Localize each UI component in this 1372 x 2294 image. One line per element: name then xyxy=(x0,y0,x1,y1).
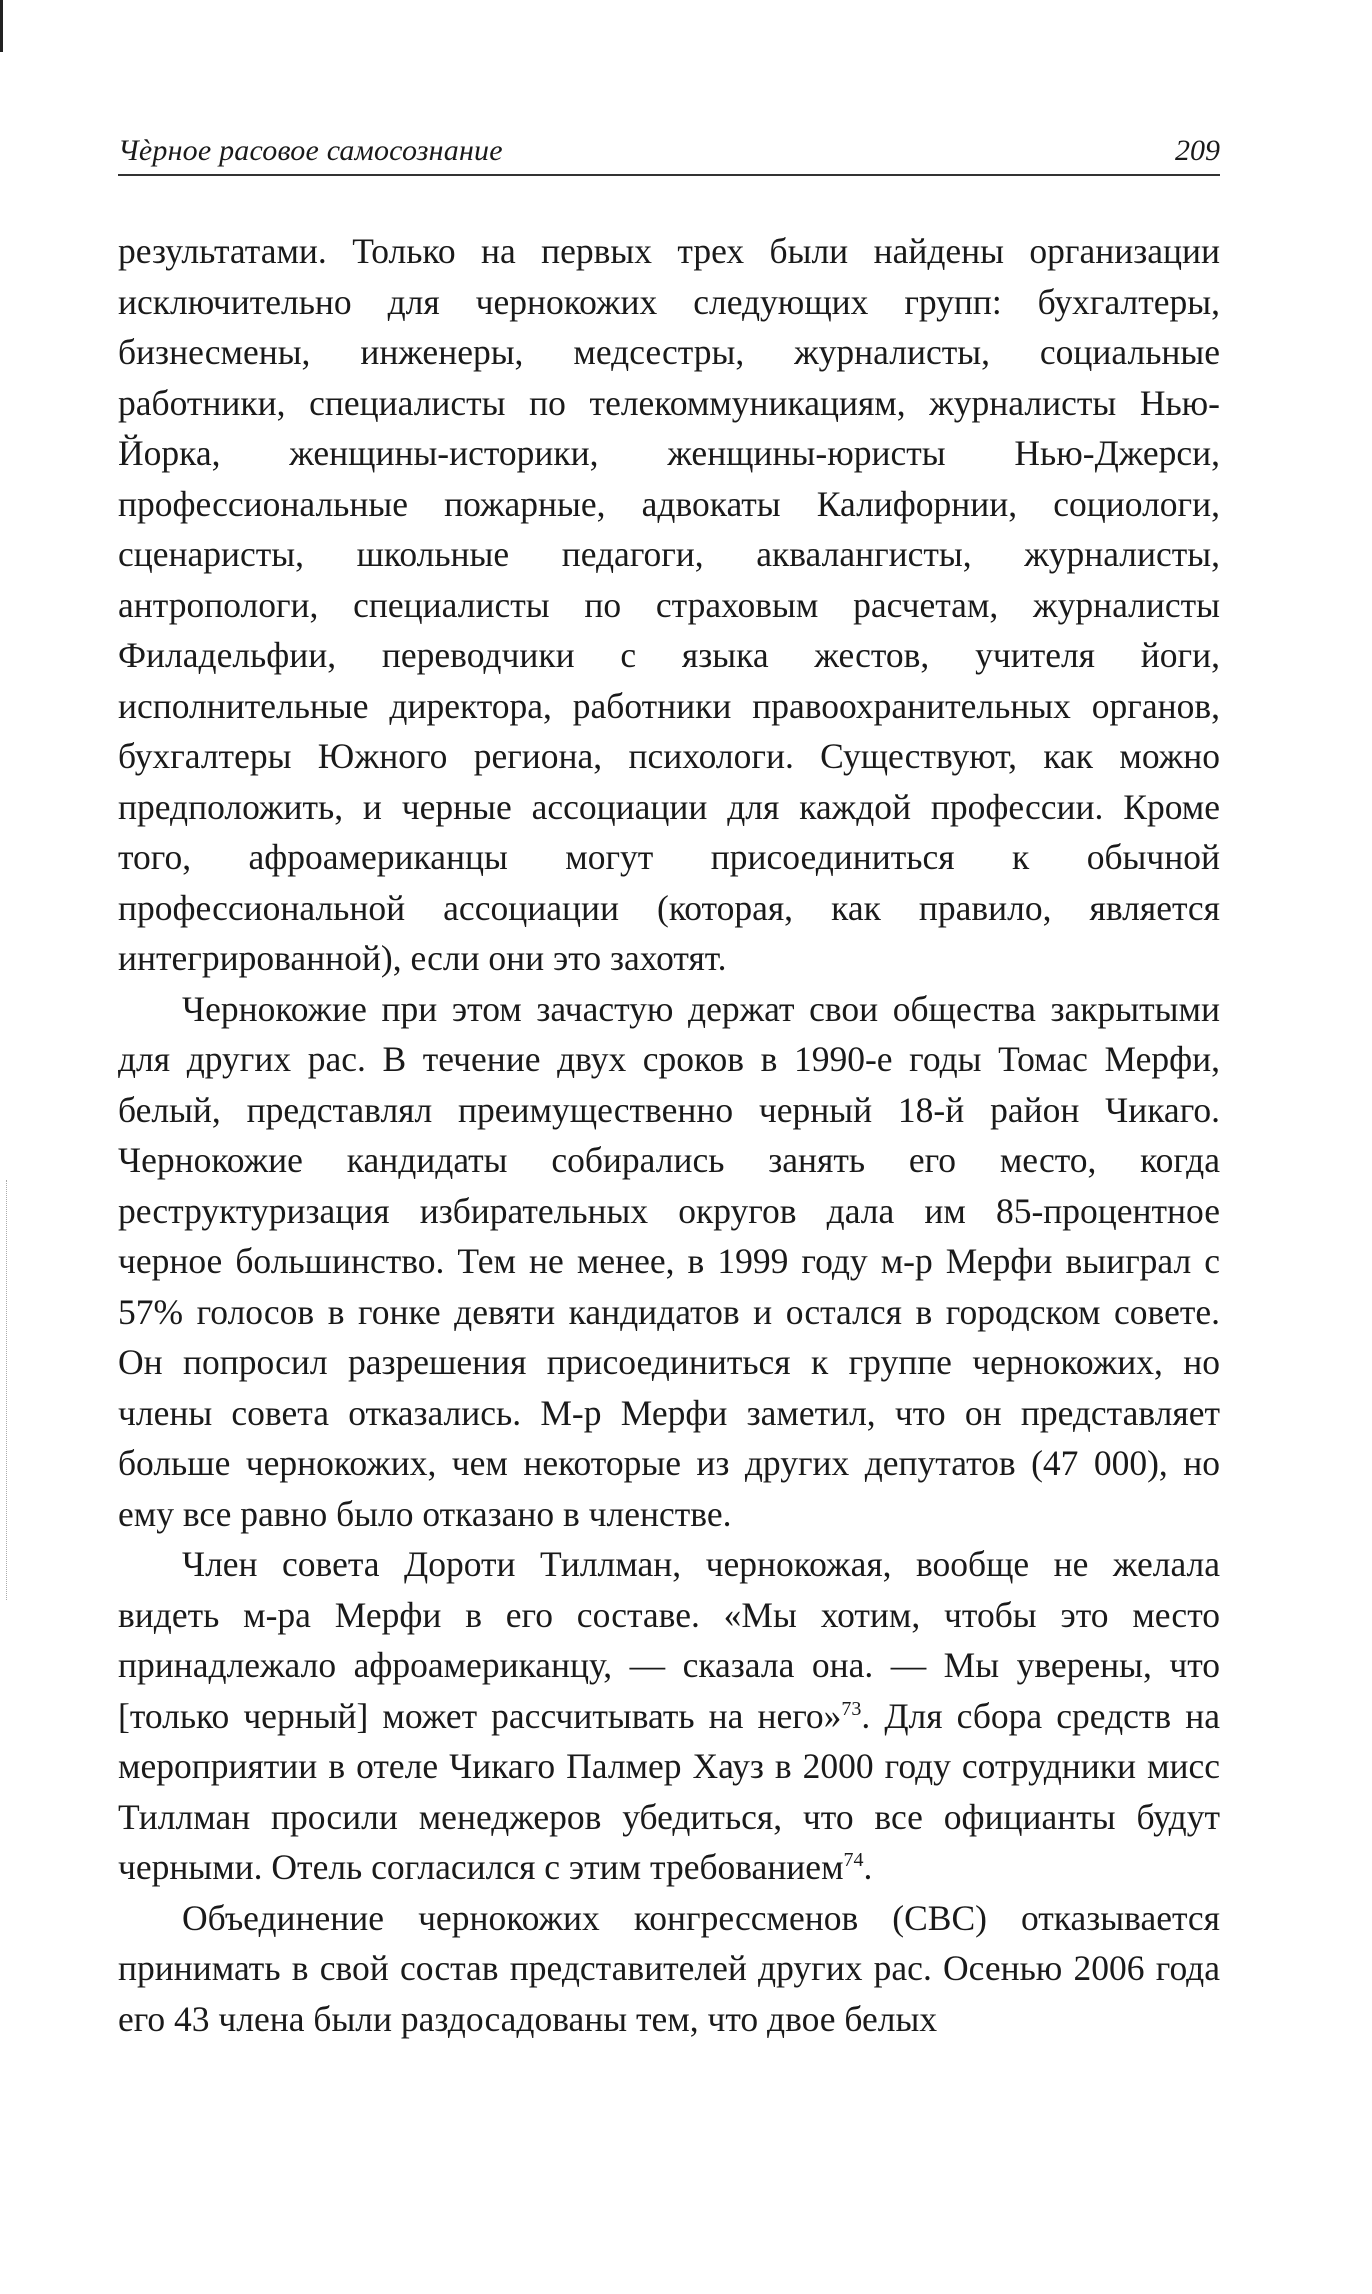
paragraph-3-part-a: Член совета Дороти Тиллман, чернокожая, вообще не желала видеть м-ра Мерфи в его составе. «Мы хотим, чтобы это место принадлежало афроамериканцу, — сказала она. — Мы уверены, что [только черный] может рассчитывать на него» xyxy=(118,1544,1220,1736)
scan-margin-dots xyxy=(6,1180,11,1600)
paragraph-3-part-c: . xyxy=(863,1847,873,1887)
paragraph-2: Чернокожие при этом зачастую держат свои общества закрытыми для других рас. В течение двух сроков в 1990-е годы Томас Мерфи, белый, представлял преимущественно черный 18-й район Чикаго. Чернокожие кандидаты собирались занять его место, когда реструктуризация избирательных округов дала им 85-процентное черное большинство. Тем не менее, в 1999 году м-р Мерфи выиграл с 57% голосов в гонке девяти кандидатов и остался в городском совете. Он попросил разрешения присоединиться к группе чернокожих, но члены совета отказались. М-р Мерфи заметил, что он представляет больше чернокожих, чем некоторые из других депутатов (47 000), но ему все равно было отказано в членстве. xyxy=(118,988,1220,1534)
paragraph-3 xyxy=(118,1539,1220,1893)
page-number: 209 xyxy=(1175,134,1220,167)
footnote-ref-74[interactable]: 74 xyxy=(843,1849,864,1872)
scan-edge-mark xyxy=(0,0,11,52)
page-header xyxy=(118,128,1220,176)
footnote-ref-73[interactable]: 73 xyxy=(841,1697,862,1720)
paragraph-3-part-b: . Для сбора средств на мероприятии в отеле Чикаго Палмер Хауз в 2000 году сотрудники мисс Тиллман просили менеджеров убедиться, что все официанты будут черными. Отель согласился с этим требованием xyxy=(118,1695,1220,1887)
paragraph-1: результатами. Только на первых трех были найдены организации исключительно для чернокожих следующих групп: бухгалтеры, бизнесмены, инженеры, медсестры, журналисты, социальные работники, специалисты по телекоммуникациям, журналисты Нью-Йорка, женщины-историки, женщины-юристы Нью-Джерси, профессиональные пожарные, адвокаты Калифорнии, социологи, сценаристы, школьные педагоги, аквалангисты, журналисты, антропологи, специалисты по страховым расчетам, журналисты Филадельфии, переводчики с языка жестов, учителя йоги, исполнительные директора, работники правоохранительных органов, бухгалтеры Южного региона, психологи. Существуют, как можно предположить, и черные ассоциации для каждой профессии. Кроме того, афроамериканцы могут присоединиться к обычной профессиональной ассоциации (которая, как правило, является интегрированной), если они это захотят. xyxy=(118,231,1220,978)
text-body xyxy=(118,226,1220,2044)
running-head: Чѐрное расовое самосознание xyxy=(118,134,503,167)
paragraph-4: Объединение чернокожих конгрессменов (СВС) отказывается принимать в свой состав представителей других рас. Осенью 2006 года его 43 члена были раздосадованы тем, что двое белых xyxy=(118,1897,1220,2039)
